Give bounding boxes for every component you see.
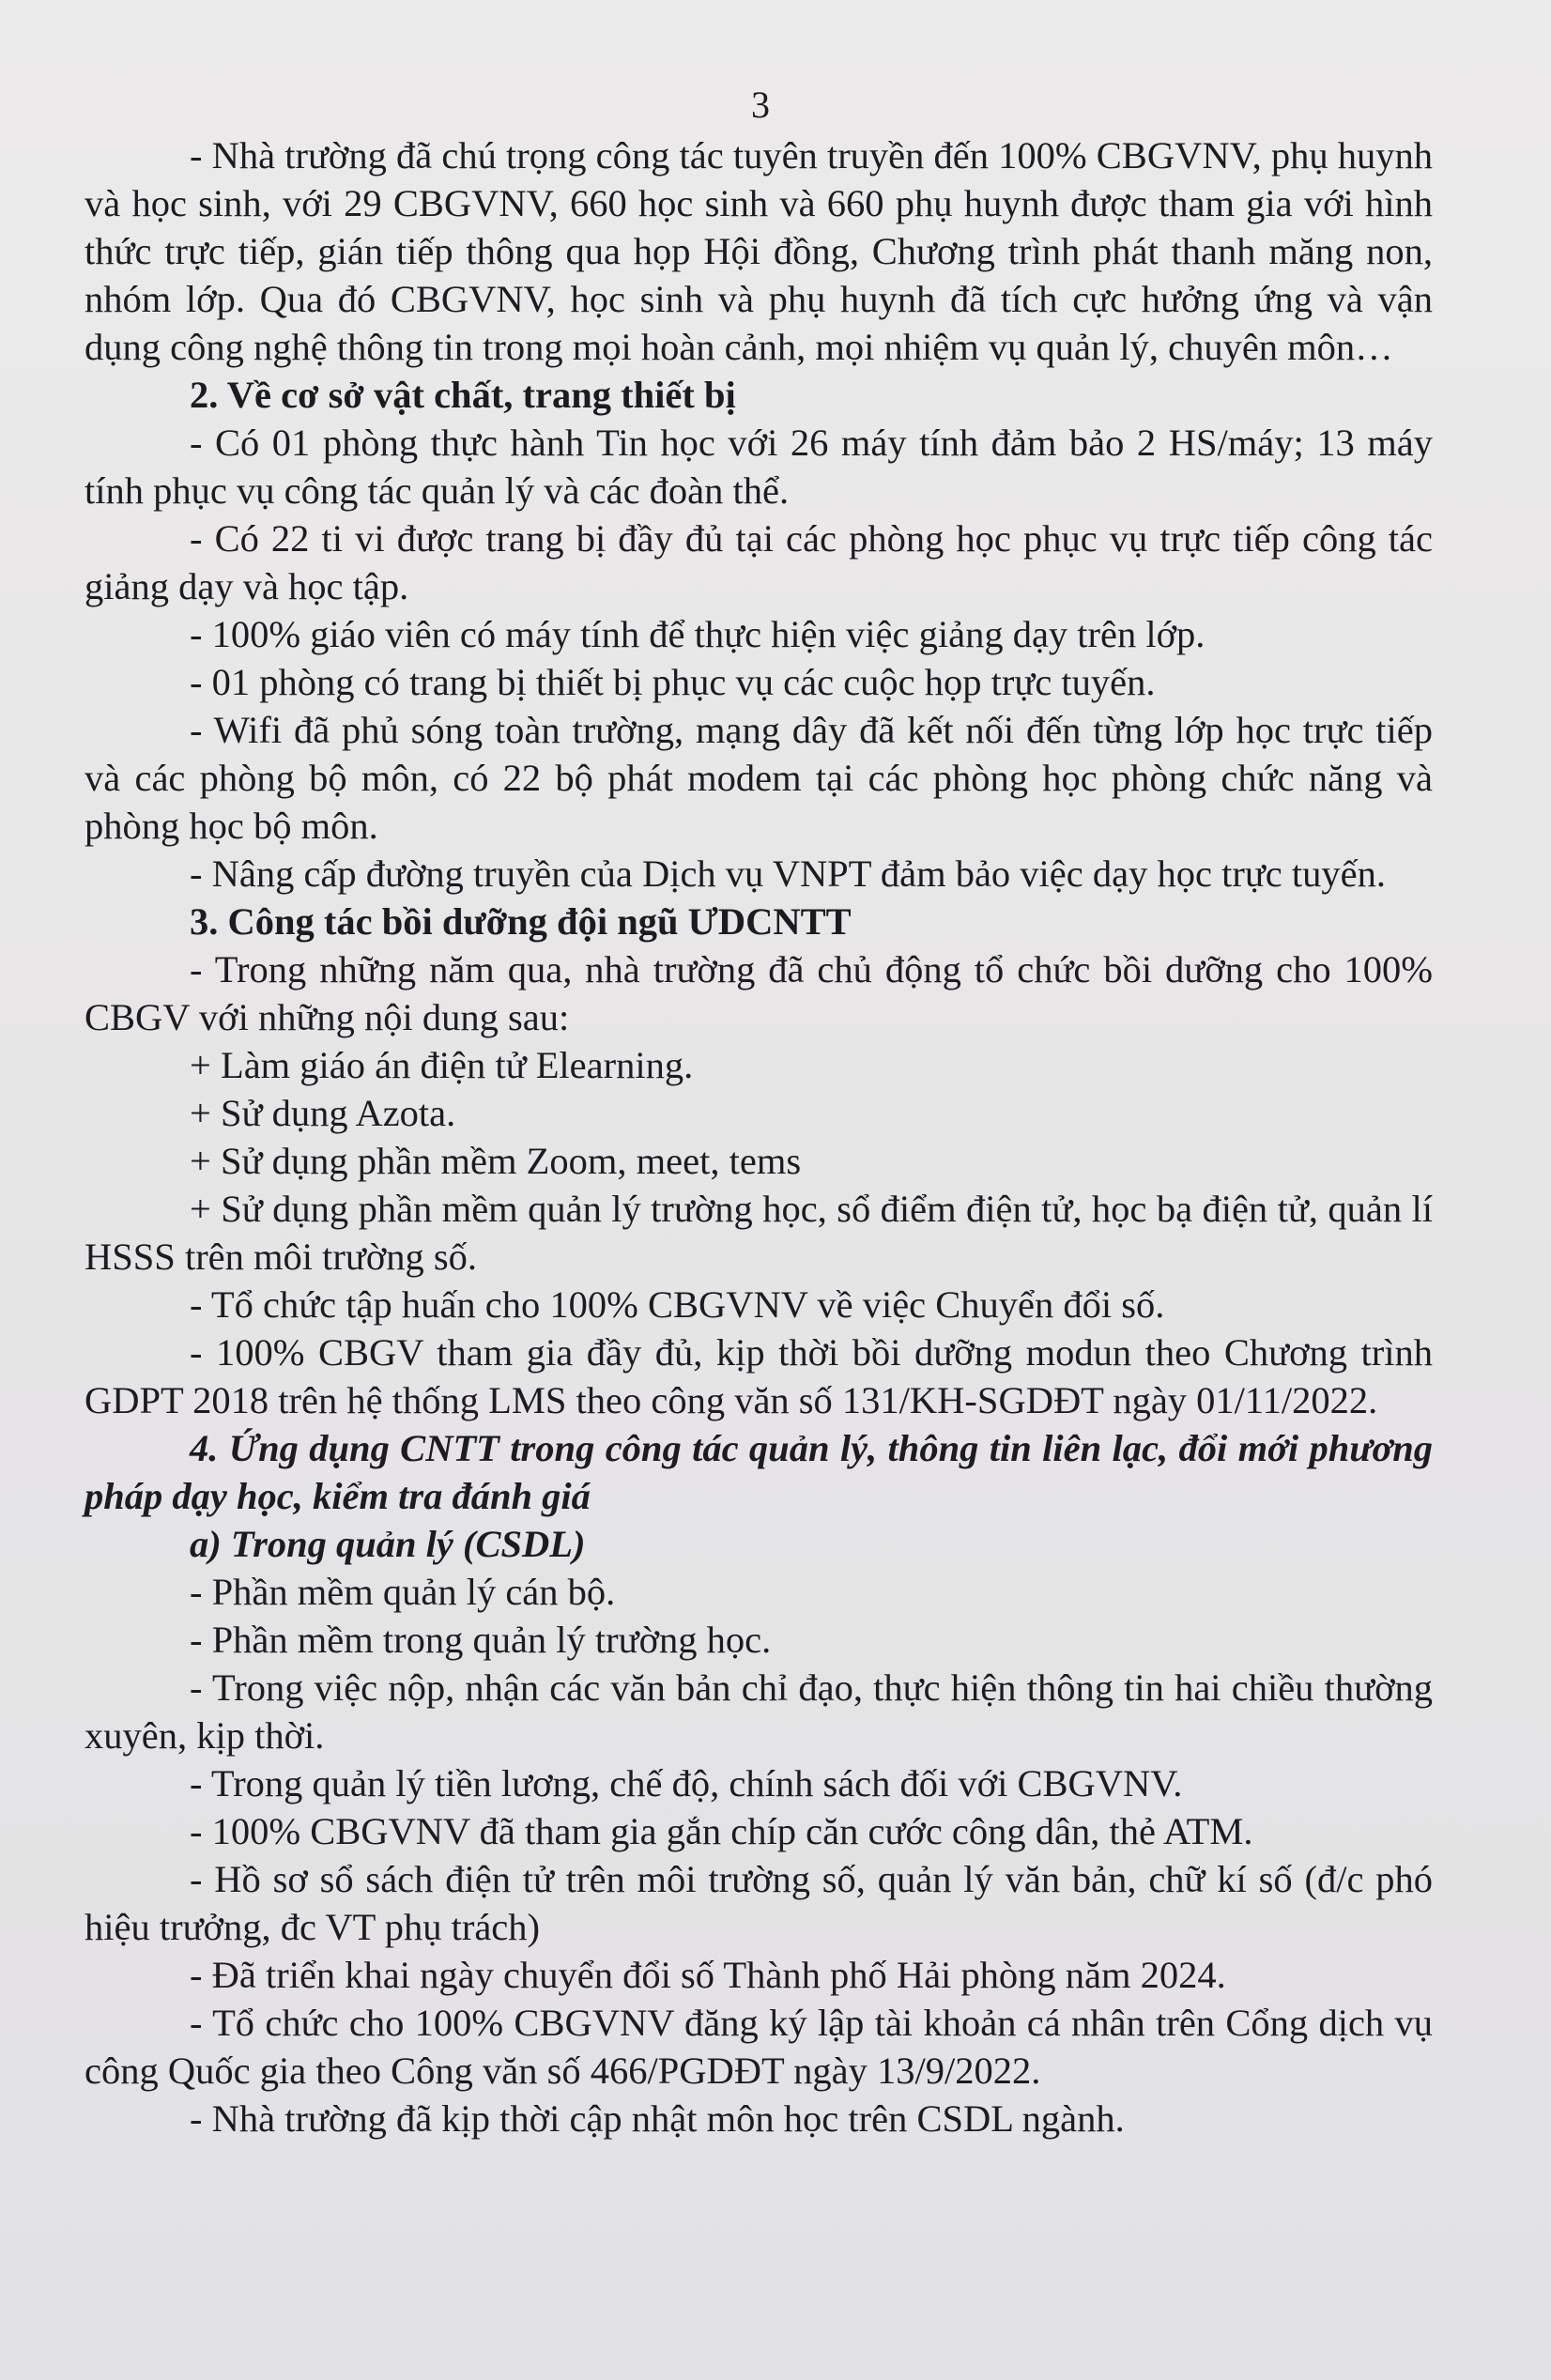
paragraph: - Nâng cấp đường truyền của Dịch vụ VNPT đảm bảo việc dạy học trực tuyến. — [190, 852, 1386, 895]
paragraph: - 01 phòng có trang bị thiết bị phục vụ các cuộc họp trực tuyến. — [190, 661, 1156, 703]
paragraph: - Có 01 phòng thực hành Tin học với 26 máy tính đảm bảo 2 HS/máy; 13 máy tính phục vụ công tác quản lý và các đoàn thể. — [84, 422, 1433, 512]
paragraph: - Wifi đã phủ sóng toàn trường, mạng dây đã kết nối đến từng lớp học trực tiếp và các phòng bộ môn, có 22 bộ phát modem tại các phòng học phòng chức năng và phòng học bộ môn. — [84, 709, 1433, 847]
paragraph: - Trong quản lý tiền lương, chế độ, chính sách đối với CBGVNV. — [190, 1762, 1183, 1804]
list-item: + Sử dụng phần mềm quản lý trường học, sổ điểm điện tử, học bạ điện tử, quản lí HSSS trên môi trường số. — [84, 1188, 1433, 1278]
paragraph: - Trong việc nộp, nhận các văn bản chỉ đạo, thực hiện thông tin hai chiều thường xuyên, kịp thời. — [84, 1666, 1433, 1757]
paragraph: - Hồ sơ sổ sách điện tử trên môi trường số, quản lý văn bản, chữ kí số (đ/c phó hiệu trưởng, đc VT phụ trách) — [84, 1858, 1433, 1948]
paragraph: - Tổ chức cho 100% CBGVNV đăng ký lập tài khoản cá nhân trên Cổng dịch vụ công Quốc gia theo Công văn số 466/PGDĐT ngày 13/9/2022. — [84, 2002, 1433, 2092]
section-heading: 3. Công tác bồi dưỡng đội ngũ ƯDCNTT — [190, 900, 852, 943]
paragraph: - 100% giáo viên có máy tính để thực hiện việc giảng dạy trên lớp. — [190, 613, 1205, 655]
paragraph: - Nhà trường đã chú trọng công tác tuyên truyền đến 100% CBGVNV, phụ huynh và học sinh, với 29 CBGVNV, 660 học sinh và 660 phụ huynh được tham gia với hình thức trực tiếp, gián tiếp thông qua họp Hội đồng, Chương trình phát thanh măng non, nhóm lớp. Qua đó CBGVNV, học sinh và phụ huynh đã tích cực hưởng ứng và vận dụng công nghệ thông tin trong mọi hoàn cảnh, mọi nhiệm vụ quản lý, chuyên môn… — [84, 134, 1433, 368]
document-body — [84, 131, 1433, 2142]
paragraph: - Phần mềm quản lý cán bộ. — [190, 1571, 616, 1613]
paragraph: - Đã triển khai ngày chuyển đổi số Thành phố Hải phòng năm 2024. — [190, 1954, 1226, 1996]
paragraph: - 100% CBGV tham gia đầy đủ, kịp thời bồi dưỡng modun theo Chương trình GDPT 2018 trên hệ thống LMS theo công văn số 131/KH-SGDĐT ngày 01/11/2022. — [84, 1331, 1433, 1421]
page-number: 3 — [751, 84, 770, 126]
paragraph: - Phần mềm trong quản lý trường học. — [190, 1619, 772, 1661]
paragraph: - Trong những năm qua, nhà trường đã chủ động tổ chức bồi dưỡng cho 100% CBGV với những nội dung sau: — [84, 948, 1433, 1038]
paragraph: - Tổ chức tập huấn cho 100% CBGVNV về việc Chuyển đổi số. — [190, 1283, 1165, 1326]
subsection-heading: a) Trong quản lý (CSDL) — [190, 1523, 586, 1565]
paragraph: - Nhà trường đã kịp thời cập nhật môn học trên CSDL ngành. — [190, 2097, 1125, 2140]
section-heading: 4. Ứng dụng CNTT trong công tác quản lý, thông tin liên lạc, đổi mới phương pháp dạy học, kiểm tra đánh giá — [84, 1427, 1433, 1517]
section-heading: 2. Về cơ sở vật chất, trang thiết bị — [190, 374, 736, 416]
paragraph: - 100% CBGVNV đã tham gia gắn chíp căn cước công dân, thẻ ATM. — [190, 1810, 1253, 1852]
list-item: + Sử dụng Azota. — [190, 1092, 456, 1134]
list-item: + Làm giáo án điện tử Elearning. — [190, 1044, 694, 1086]
list-item: + Sử dụng phần mềm Zoom, meet, tems — [190, 1140, 802, 1182]
paragraph: - Có 22 ti vi được trang bị đầy đủ tại các phòng học phục vụ trực tiếp công tác giảng dạy và học tập. — [84, 517, 1433, 607]
